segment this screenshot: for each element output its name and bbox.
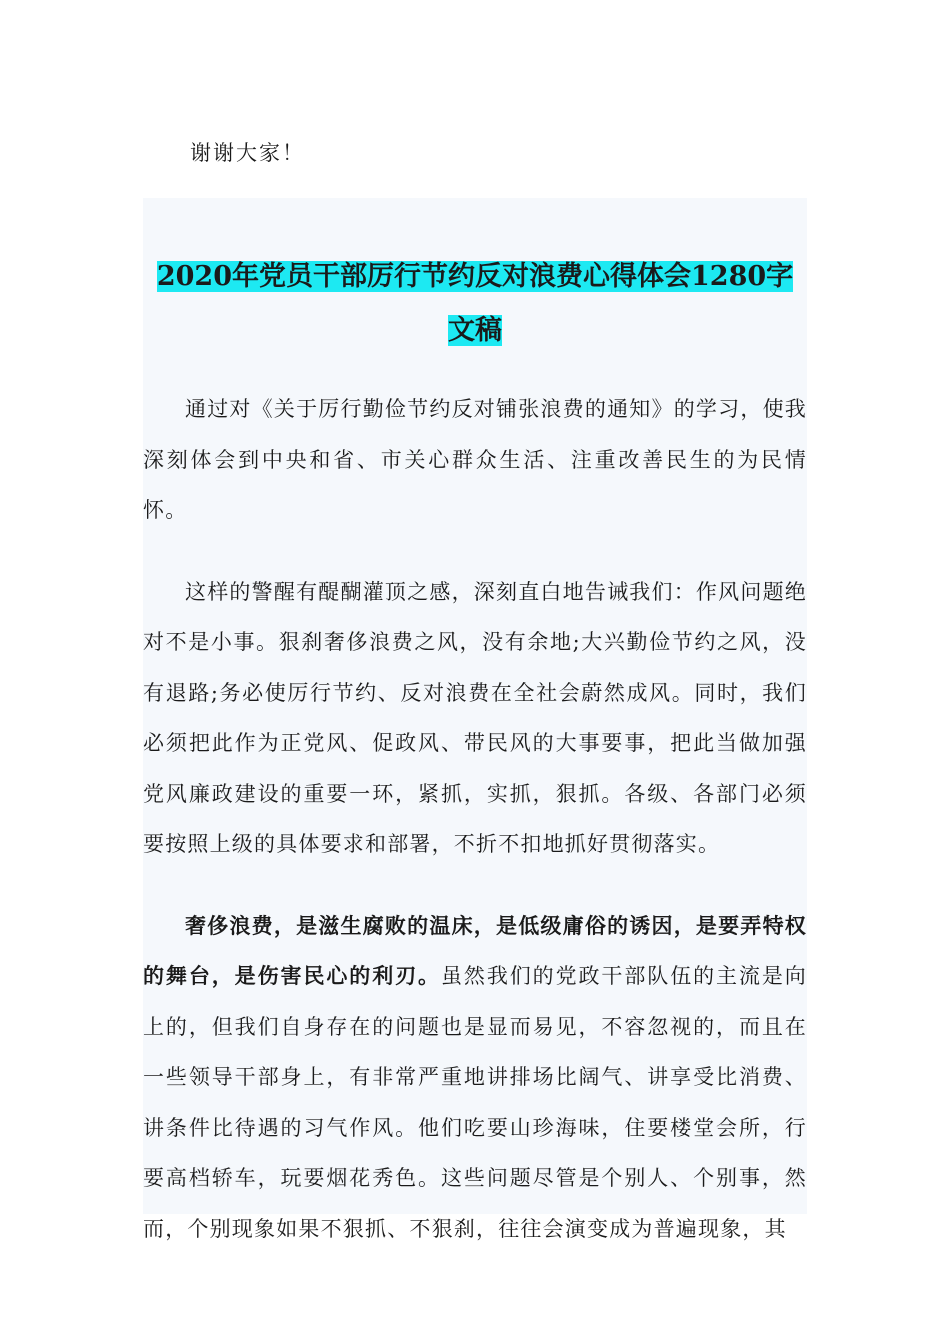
paragraph-1-text: 通过对《关于厉行勤俭节约反对铺张浪费的通知》的学习，使我深刻体会到中央和省、市关心群众生活、注重改善民生的为民情怀。: [143, 397, 807, 522]
closing-text: 谢谢大家！: [190, 141, 305, 165]
article-title-line1: 2020年党员干部厉行节约反对浪费心得体会1280字: [156, 261, 794, 292]
article-section: [143, 198, 807, 1241]
paragraph-3-text: 虽然我们的党政干部队伍的主流是向上的，但我们自身存在的问题也是显而易见，不容忽视的，而且在一些领导干部身上，有非常严重地讲排场比阔气、讲享受比消费、讲条件比待遇的习气作风。他们吃要山珍海味，住要楼堂会所，行要高档轿车，玩要烟花秀色。这些问题尽管是个别人、个别事，然而，个别现象如果不狠抓、不狠刹，往往会演变成为普遍现象，其: [143, 964, 807, 1241]
paragraph-2-text: 这样的警醒有醍醐灌顶之感，深刻直白地告诫我们：作风问题绝对不是小事。狠刹奢侈浪费之风，没有余地;大兴勤俭节约之风，没有退路;务必使厉行节约、反对浪费在全社会蔚然成风。同时，我们必须把此作为正党风、促政风、带民风的大事要事，把此当做加强党风廉政建设的重要一环，紧抓，实抓，狠抓。各级、各部门必须要按照上级的具体要求和部署，不折不扣地抓好贯彻落实。: [143, 579, 807, 856]
paragraph-3: [143, 901, 807, 1255]
paragraph-1: [143, 384, 807, 536]
paragraph-2: [143, 567, 807, 870]
article-title-line2: 文稿: [448, 315, 502, 346]
article-title: [143, 250, 807, 358]
paragraph-3-lead: 奢侈浪费，是滋生腐败的温床，是低级庸俗的诱因，是要弄特权的舞台，是伤害民心的利刃。: [143, 912, 807, 988]
